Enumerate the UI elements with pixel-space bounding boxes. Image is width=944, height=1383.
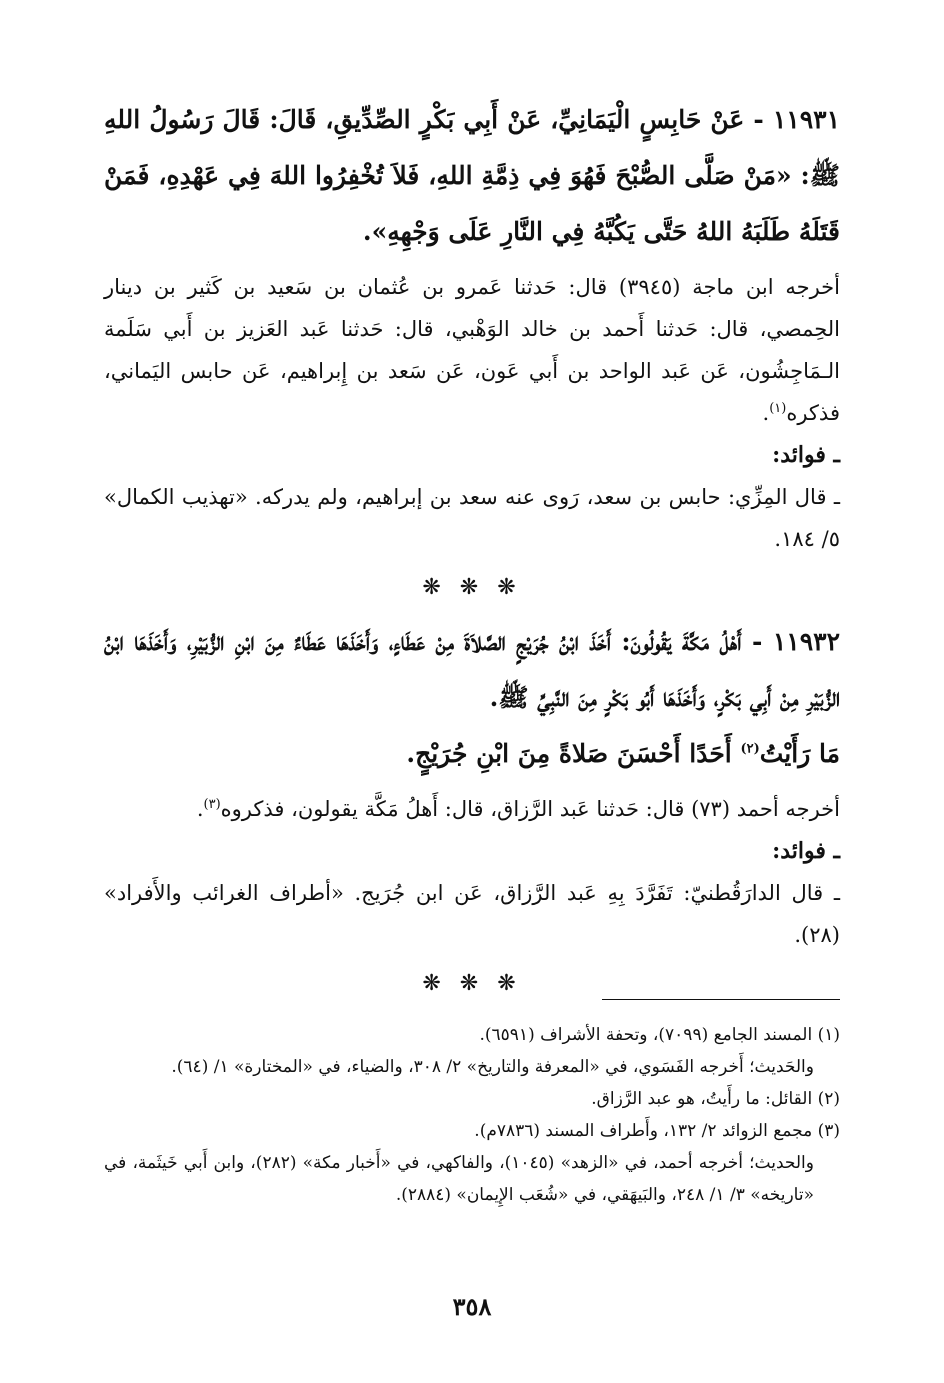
footnote-ref: (٣) [203,797,221,812]
takhrij-end: . [762,401,770,425]
page-body [104,92,840,1010]
hadith-part: أَحَدًا أَحْسَنَ صَلاةً مِنَ ابْنِ جُرَيْجٍ. [406,739,741,768]
hadith-text: ١١٩٣١ - عَنْ حَابِسٍ الْيَمَانِيِّ، عَنْ أَبِي بَكْرٍ الصِّدِّيقِ، قَالَ: قَالَ رَسُولُ اللهِ ﷺ: «مَنْ صَلَّى الصُّبْحَ فَهُوَ فِي ذِمَّةِ اللهِ، فَلاَ تُخْفِرُوا اللهَ فِي عَهْدِهِ، فَمَنْ قَتَلَهُ طَلَبَهُ اللهُ حَتَّى يَكُبَّهُ فِي النَّارِ عَلَى وَجْهِهِ». [104,105,840,246]
footnote: (٢) القائل: ما رأَيتُ، هو عبد الرَّزاق. [591,1089,840,1109]
footnote-continuation: والحَديث؛ أَخرجه الفَسَوي، في «المعرفة والتاريخ» ٢/ ٣٠٨، والضياء، في «المختارة» ١/ (٦٤). [171,1057,814,1077]
takhrij-text [104,266,840,434]
fawaid-heading: ـ فوائد: [772,442,840,468]
fawaid-text: ـ قال المِزِّي: حابس بن سعد، رَوى عنه سعد بن إبراهيم، ولم يدركه. «تهذيب الكمال» ٥/ ١٨٤. [104,485,840,551]
takhrij-body: أخرجه أحمد (٧٣) قال: حَدثنا عَبد الرَّزاق، قال: أَهلُ مَكَّة يقولون، فذكروه [220,797,840,821]
takhrij-text [104,788,840,830]
takhrij-end: . [196,797,204,821]
hadith-text-continued [104,726,840,782]
footnote-ref: (١) [769,401,787,416]
fawaid-heading: ـ فوائد: [772,838,840,864]
hadith-text: ١١٩٣٢ - أَهْلُ مَكَّةَ يَقُولُونَ: أَخَذَ ابْنُ جُرَيْجٍ الصَّلاَةَ مِنْ عَطَاءٍ، وَأَخَذَهَا عَطَاءٌ مِنَ ابْنِ الزُّبَيْرِ، وَأَخَذَهَا ابْنُ الزُّبَيْرِ مِنْ أَبِي بَكْرٍ، وَأَخَذَهَا أَبُو بَكْرٍ مِنَ النَّبِيِّ ﷺ. [104,627,840,712]
takhrij-body: أخرجه ابن ماجة (٣٩٤٥) قال: حَدثنا عَمرو بن عُثمان بن سَعيد بن كَثير بن دينار الحِمصي، قال: حَدثنا أَحمد بن خالد الوَهْبي، قال: حَدثنا عَبد العَزيز بن أَبي سَلَمة الـمَاجِشُون، عَن عَبد الواحد بن أَبي عَون، عَن سَعد بن إِبراهيم، عَن حابس اليَماني، فذكره [104,275,840,425]
footnotes [104,1019,840,1211]
footnote: (٣) مجمع الزوائد ٢/ ١٣٢، وأَطراف المسند (٧٨٣٦م). [474,1121,840,1141]
footnote: (١) المسند الجامع (٧٠٩٩)، وتحفة الأشراف (٦٥٩١). [479,1025,840,1045]
footnote-continuation: والحديث؛ أخرجه أحمد، في «الزهد» (١٠٤٥)، والفاكهي، في «أَخبار مكة» (٢٨٢)، وابن أَبي خَيثَمة، في «تاريخه» ٣/ ١/ ٢٤٨، والبَيهَقي، في «شُعَب الإِيمان» (٢٨٨٤). [104,1153,814,1205]
section-separator: ❋ ❋ ❋ [422,575,522,600]
footnote-ref: (٢) [740,741,760,757]
section-separator: ❋ ❋ ❋ [422,971,522,996]
fawaid-text: ـ قال الدارَقُطنيّ: تَفَرَّدَ بِهِ عَبد الرَّزاق، عَن ابن جُرَيج. «أطراف الغرائب والأَفراد» (٢٨). [104,881,840,947]
page-number: ٣٥٨ [452,1292,492,1321]
footnote-divider [602,999,840,1000]
hadith-part: مَا رَأَيْتُ [759,739,840,768]
